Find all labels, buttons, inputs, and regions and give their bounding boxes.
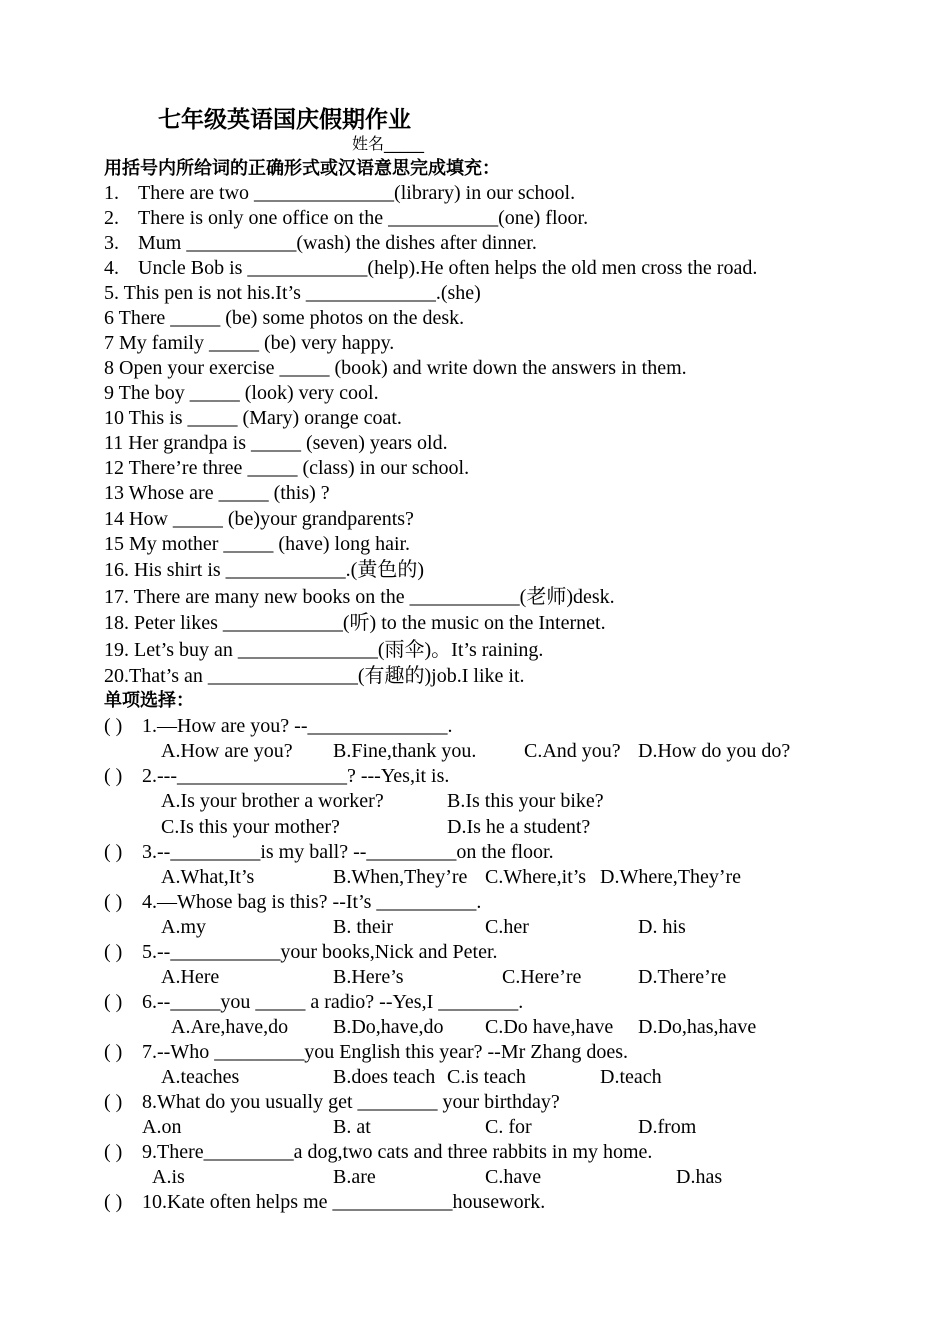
option-d: D. his	[638, 916, 686, 938]
option-d: D.How do you do?	[638, 740, 791, 762]
fill-item-20: 20.That’s an _______________(有趣的)job.I like it.	[104, 665, 525, 687]
fill-item-14: 14 How _____ (be)your grandparents?	[104, 508, 414, 530]
option-a: A.my	[161, 916, 206, 938]
mc-question-7: 7.--Who _________you English this year? --Mr Zhang does.	[142, 1041, 629, 1063]
option-a: A.Are,have,do	[171, 1016, 289, 1038]
fill-item-12: 12 There’re three _____ (class) in our school.	[104, 457, 470, 479]
fill-item-8: 8 Open your exercise _____ (book) and write down the answers in them.	[104, 357, 687, 379]
item-number: 2.	[104, 207, 119, 229]
mc-question-6: 6.--_____you _____ a radio? --Yes,I ________.	[142, 991, 524, 1013]
option-a: A.Is your brother a worker?	[161, 790, 384, 812]
option-c: C.Here’re	[502, 966, 582, 988]
mc-question-10: 10.Kate often helps me ____________housework.	[142, 1191, 546, 1213]
option-c: C.her	[485, 916, 529, 938]
item-text: Mum ___________(wash) the dishes after dinner.	[138, 232, 537, 254]
answer-blank[interactable]: ( )	[104, 1091, 123, 1113]
section1-heading: 用括号内所给词的正确形式或汉语意思完成填充：	[104, 158, 500, 179]
item-number: 4.	[104, 257, 119, 279]
name-field-label: 姓名_____	[352, 134, 425, 153]
answer-blank[interactable]: ( )	[104, 1141, 123, 1163]
page-title: 七年级英语国庆假期作业	[158, 107, 411, 133]
option-c: C.Is this your mother?	[161, 816, 340, 838]
option-c: C.is teach	[447, 1066, 526, 1088]
fill-item-13: 13 Whose are _____ (this) ?	[104, 482, 330, 504]
option-c: C. for	[485, 1116, 532, 1138]
option-d: D.Is he a student?	[447, 816, 591, 838]
option-a: A.What,It’s	[161, 866, 255, 888]
answer-blank[interactable]: ( )	[104, 715, 123, 737]
fill-item-19: 19. Let’s buy an ______________(雨伞)。It’s raining.	[104, 639, 544, 661]
answer-blank[interactable]: ( )	[104, 941, 123, 963]
fill-item-7: 7 My family _____ (be) very happy.	[104, 332, 395, 354]
option-d: D.teach	[600, 1066, 662, 1088]
section2-heading: 单项选择：	[104, 690, 194, 711]
option-a: A.Here	[161, 966, 220, 988]
fill-item-1	[104, 181, 575, 205]
option-d: D.There’re	[638, 966, 727, 988]
answer-blank[interactable]: ( )	[104, 765, 123, 787]
fill-item-16: 16. His shirt is ____________.(黄色的)	[104, 559, 424, 581]
fill-item-17: 17. There are many new books on the ___________(老师)desk.	[104, 586, 615, 608]
item-number: 1.	[104, 182, 119, 204]
option-b: B.are	[333, 1166, 376, 1188]
option-d: D.Do,has,have	[638, 1016, 757, 1038]
option-d: D.from	[638, 1116, 697, 1138]
answer-blank[interactable]: ( )	[104, 1191, 123, 1213]
option-c: C.And you?	[524, 740, 621, 762]
mc-question-2: 2.---_________________? ---Yes,it is.	[142, 765, 450, 787]
fill-item-18: 18. Peter likes ____________(听) to the music on the Internet.	[104, 612, 606, 634]
mc-question-9: 9.There_________a dog,two cats and three rabbits in my home.	[142, 1141, 653, 1163]
option-b: B.Do,have,do	[333, 1016, 444, 1038]
option-a: A.is	[152, 1166, 185, 1188]
fill-item-6: 6 There _____ (be) some photos on the desk.	[104, 307, 465, 329]
answer-blank[interactable]: ( )	[104, 991, 123, 1013]
option-a: A.on	[142, 1116, 182, 1138]
fill-item-11: 11 Her grandpa is _____ (seven) years old.	[104, 432, 448, 454]
item-number: 3.	[104, 232, 119, 254]
option-b: B.Fine,thank you.	[333, 740, 477, 762]
option-b: B.Here’s	[333, 966, 404, 988]
option-d: D.has	[676, 1166, 723, 1188]
fill-item-10: 10 This is _____ (Mary) orange coat.	[104, 407, 402, 429]
item-text: Uncle Bob is ____________(help).He often helps the old men cross the road.	[138, 257, 758, 279]
option-b: B.Is this your bike?	[447, 790, 604, 812]
item-text: There is only one office on the ___________(one) floor.	[138, 207, 589, 229]
option-d: D.Where,They’re	[600, 866, 742, 888]
option-a: A.How are you?	[161, 740, 293, 762]
mc-question-3: 3.--_________is my ball? --_________on the floor.	[142, 841, 554, 863]
option-c: C.have	[485, 1166, 542, 1188]
item-text: There are two ______________(library) in our school.	[138, 182, 576, 204]
answer-blank[interactable]: ( )	[104, 891, 123, 913]
option-b: B. at	[333, 1116, 371, 1138]
mc-question-1: 1.—How are you? --______________.	[142, 715, 453, 737]
fill-item-4	[104, 256, 757, 280]
fill-item-2	[104, 206, 588, 230]
fill-item-5: 5. This pen is not his.It’s _____________.(she)	[104, 282, 481, 304]
mc-question-5: 5.--___________your books,Nick and Peter.	[142, 941, 498, 963]
option-a: A.teaches	[161, 1066, 240, 1088]
mc-question-8: 8.What do you usually get ________ your birthday?	[142, 1091, 560, 1113]
mc-question-4: 4.—Whose bag is this? --It’s __________.	[142, 891, 482, 913]
option-c: C.Where,it’s	[485, 866, 587, 888]
option-b: B.When,They’re	[333, 866, 468, 888]
answer-blank[interactable]: ( )	[104, 1041, 123, 1063]
answer-blank[interactable]: ( )	[104, 841, 123, 863]
fill-item-15: 15 My mother _____ (have) long hair.	[104, 533, 411, 555]
option-c: C.Do have,have	[485, 1016, 614, 1038]
option-b: B.does teach	[333, 1066, 436, 1088]
option-b: B. their	[333, 916, 393, 938]
fill-item-3	[104, 231, 537, 255]
fill-item-9: 9 The boy _____ (look) very cool.	[104, 382, 379, 404]
